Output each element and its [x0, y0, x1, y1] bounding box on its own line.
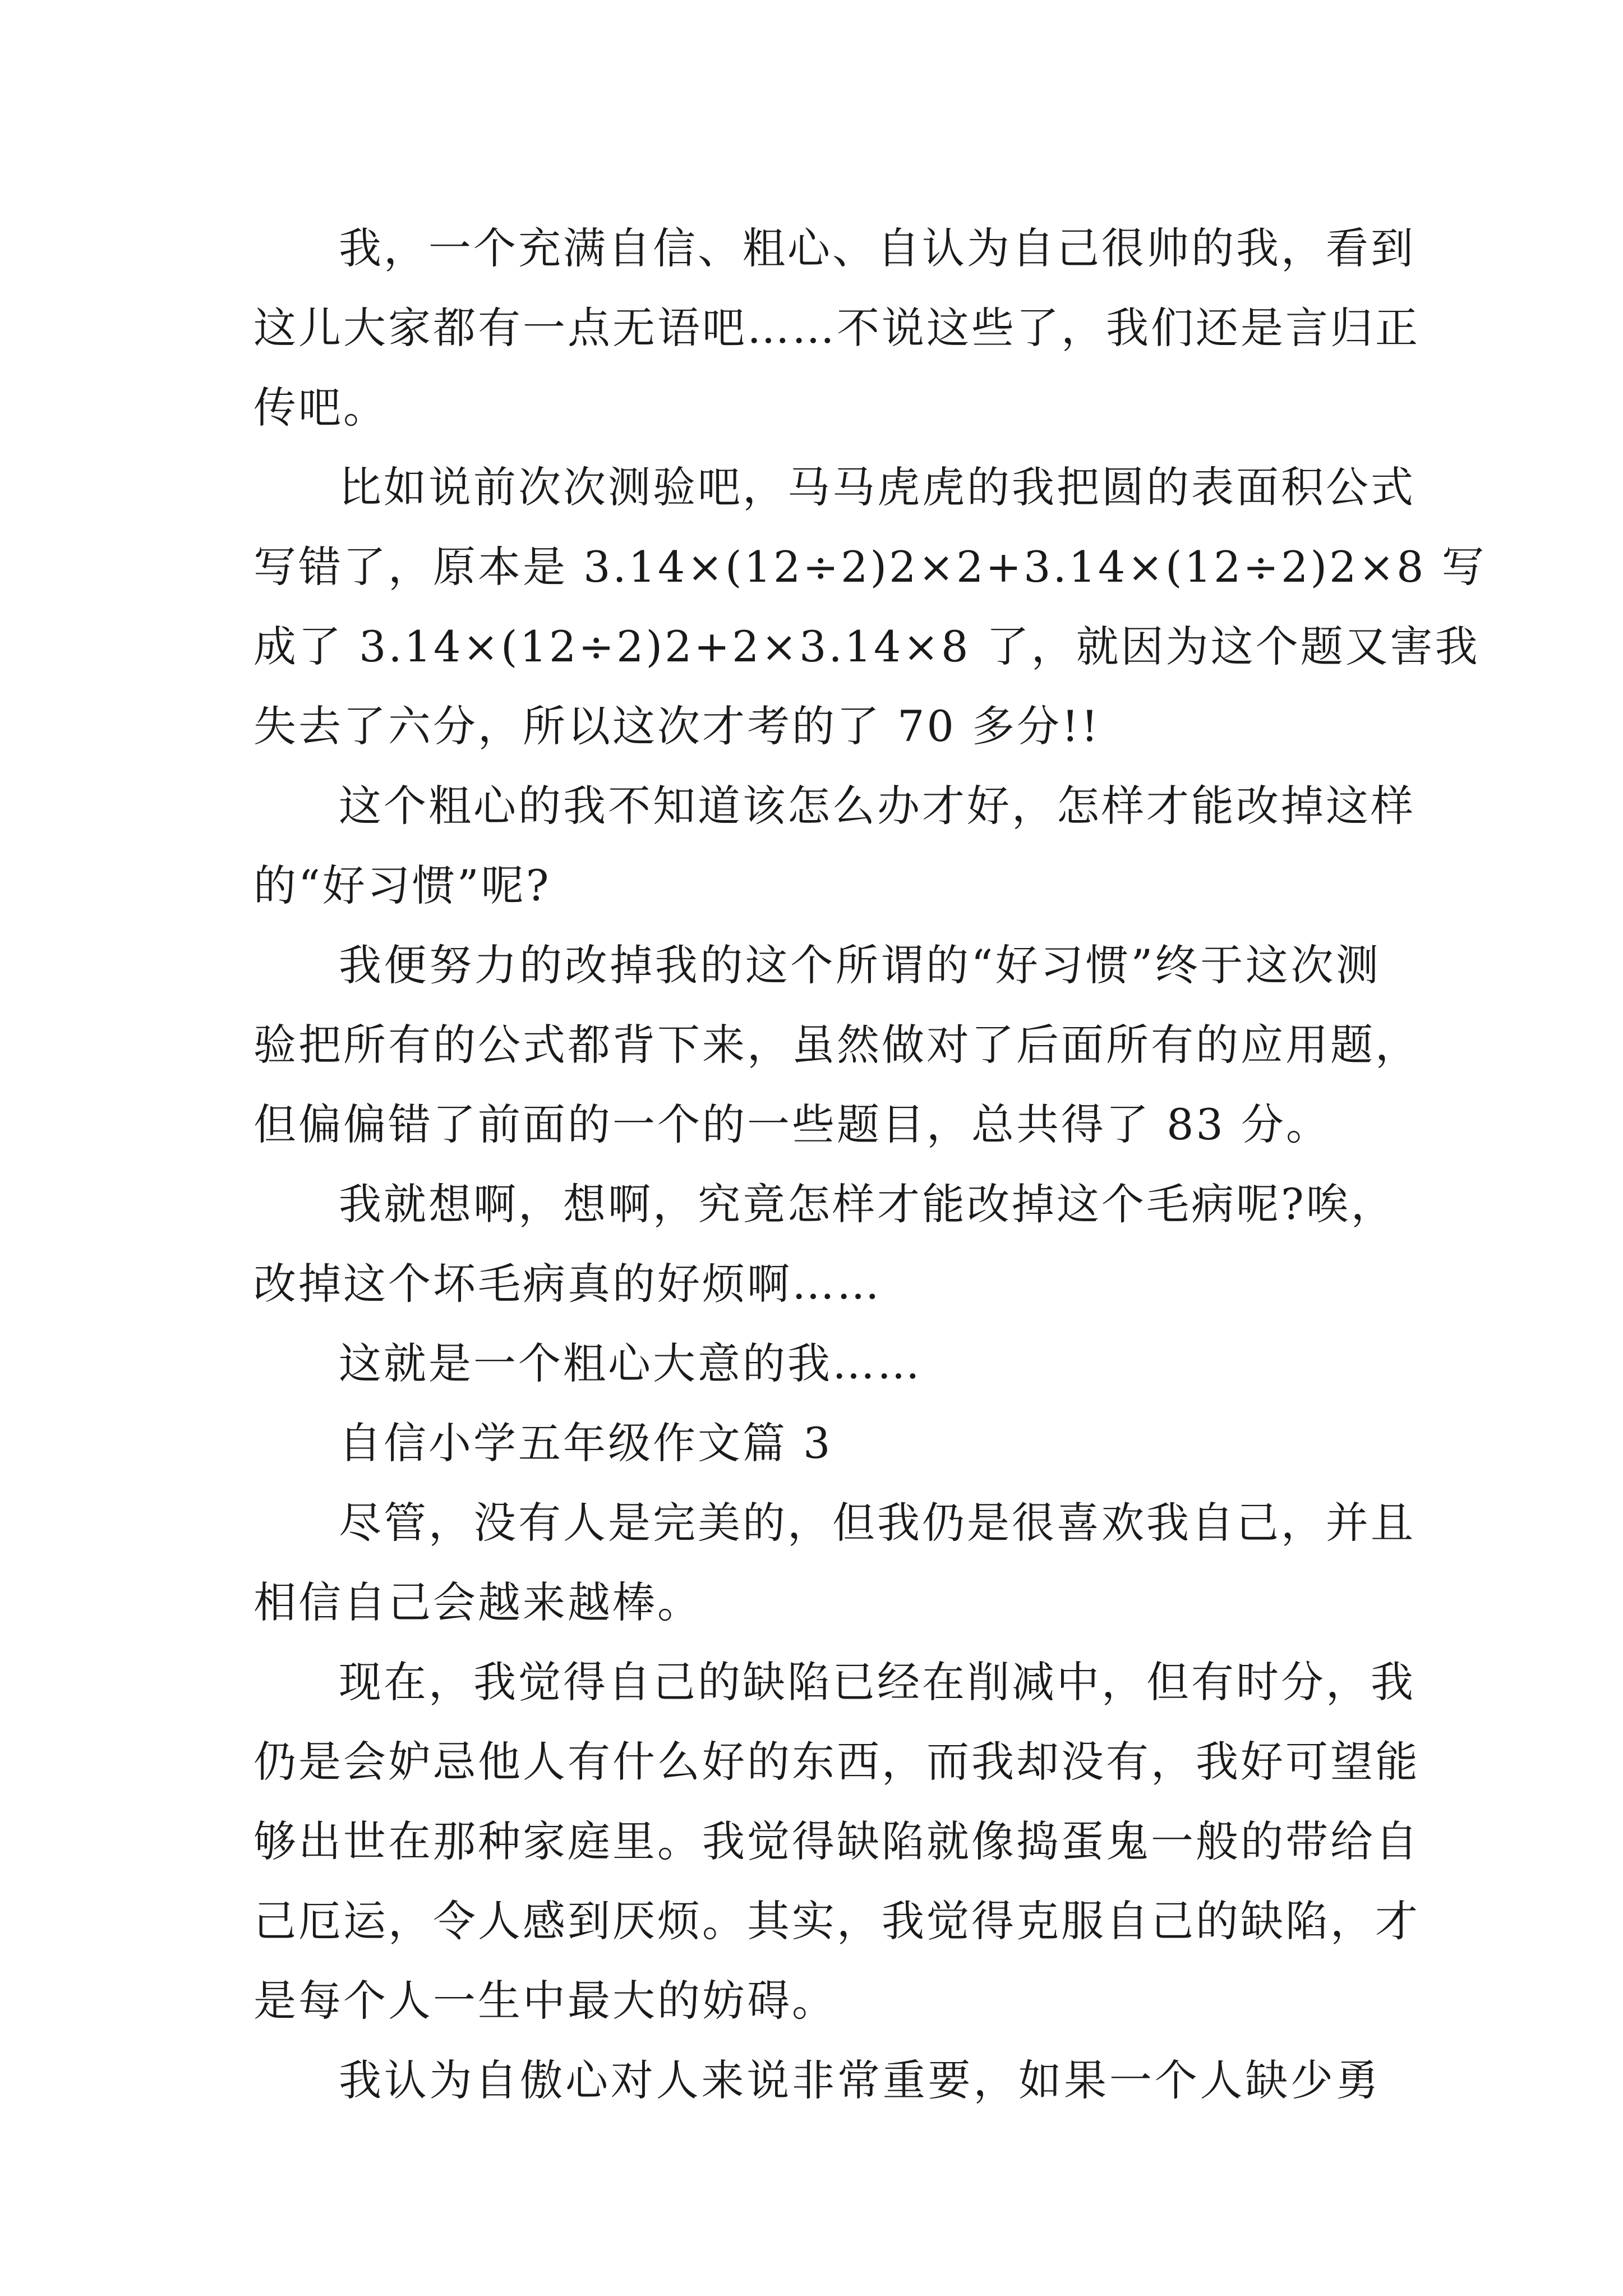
- text-line: 现在，我觉得自己的缺陷已经在削减中，但有时分，我: [339, 1657, 1415, 1707]
- document-body: [253, 209, 1487, 2120]
- text-line: 传吧。: [253, 383, 388, 432]
- text-line: 这个粗心的我不知道该怎么办才好，怎样才能改掉这样: [339, 781, 1415, 831]
- text-line: 我便努力的改掉我的这个所谓的“好习惯”终于这次测: [339, 940, 1381, 990]
- text-line: 但偏偏错了前面的一个的一些题目，总共得了 83 分。: [253, 1099, 1331, 1149]
- text-line: 仍是会妒忌他人有什么好的东西，而我却没有，我好可望能: [253, 1737, 1420, 1787]
- text-line: 的“好习惯”呢?: [253, 861, 551, 910]
- text-line: 是每个人一生中最大的妨碍。: [253, 1976, 837, 2026]
- text-line: 己厄运，令人感到厌烦。其实，我觉得克服自己的缺陷，才: [253, 1896, 1420, 1946]
- text-line: 比如说前次次测验吧，马马虎虎的我把圆的表面积公式: [339, 462, 1415, 512]
- text-line: 验把所有的公式都背下来，虽然做对了后面所有的应用题，: [253, 1020, 1420, 1070]
- text-line: 成了 3.14×(12÷2)2+2×3.14×8 了，就因为这个题又害我: [253, 622, 1480, 671]
- text-line: 我，一个充满自信、粗心、自认为自己很帅的我，看到: [339, 223, 1415, 273]
- text-line: 尽管，没有人是完美的，但我仍是很喜欢我自己，并且: [339, 1498, 1415, 1548]
- text-line: 我就想啊，想啊，究竟怎样才能改掉这个毛病呢?唉，: [339, 1179, 1396, 1229]
- section-heading: 自信小学五年级作文篇 3: [339, 1418, 833, 1468]
- text-line: 这就是一个粗心大意的我……: [339, 1338, 922, 1388]
- text-line: 失去了六分，所以这次才考的了 70 多分!!: [253, 701, 1101, 751]
- text-line: 改掉这个坏毛病真的好烦啊……: [253, 1259, 882, 1309]
- text-line: 相信自己会越来越棒。: [253, 1577, 702, 1627]
- text-line: 我认为自傲心对人来说非常重要，如果一个人缺少勇: [339, 2055, 1381, 2105]
- text-line: 够出世在那种家庭里。我觉得缺陷就像捣蛋鬼一般的带给自: [253, 1816, 1420, 1866]
- text-line: 写错了，原本是 3.14×(12÷2)2×2+3.14×(12÷2)2×8 写: [253, 542, 1487, 592]
- text-line: 这儿大家都有一点无语吧……不说这些了，我们还是言归正: [253, 303, 1420, 353]
